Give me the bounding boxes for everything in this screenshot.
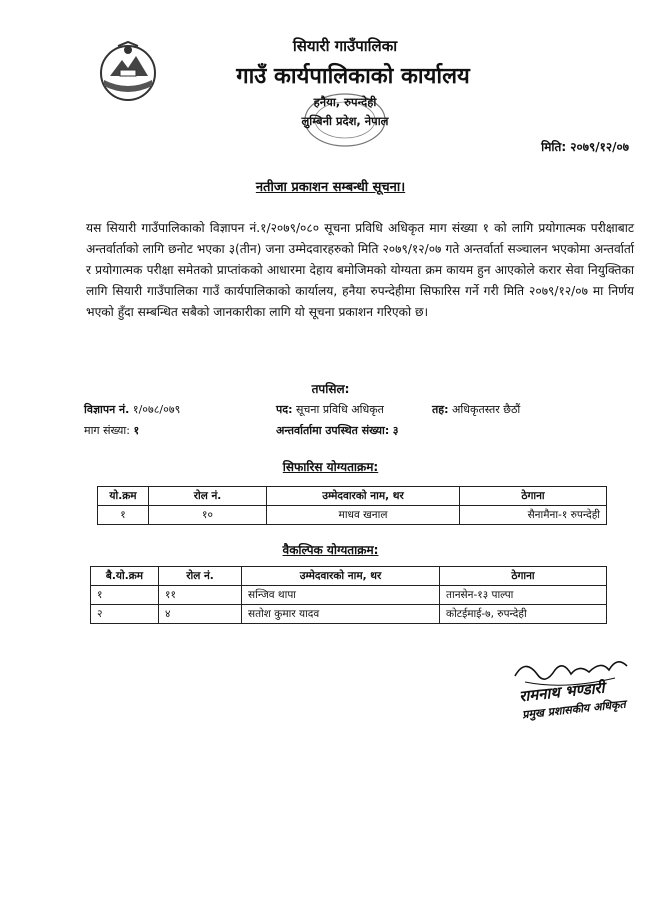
emblem-logo — [96, 40, 160, 102]
ad-number-value: १/०७८/०७९ — [132, 403, 181, 416]
demand-label: माग संख्या: — [84, 424, 130, 437]
recommended-title: सिफारिस योग्यताक्रम: — [282, 460, 379, 474]
notice-body: यस सियारी गाउँपालिकाको विज्ञापन नं.१/२०७९/०८० सूचना प्रविधि अधिकृत माग संख्या १ को लागि प्रयोगात्मक परीक्षाबाट अन्तर्वार्ताको लागि छनोट भएका ३(तीन) जना उम्मेदवारहरुको मिति २०७९/१२/०७ गते अन्तर्वार्ता सञ्चालन भएकोमा अन्तर्वार्ता र प्रयोगात्मक परीक्षा समेतको प्राप्तांकको आधारमा देहाय बमोजिमको योग्यता क्रम कायम हुन आएकोले करार सेवा नियुक्तिका लागि सियारी गाउँपालिका गाउँ कार्यपालिकाको कार्यालय, हनैया रुपन्देहीमा सिफारिस गर्ने गरी मिति २०७९/१२/०७ मा निर्णय भएको हुँदा सम्बन्धित सबैको जानकारीका लागि यो सूचना प्रकाशन गरिएको छ। — [86, 221, 634, 319]
interview-label: अन्तर्वार्तामा उपस्थित संख्या: — [276, 424, 390, 437]
level-value: अधिकृतस्तर छैठौं — [452, 403, 521, 416]
notice-date: मिति: २०७९/१२/०७ — [541, 140, 629, 154]
table-cell: ४ — [159, 605, 242, 624]
header-cell: ठेगाना — [440, 567, 607, 586]
details-title: तपसिल: — [311, 382, 350, 396]
header-cell: रोल नं. — [159, 567, 242, 586]
header-cell: रोल नं. — [149, 487, 267, 506]
signatory-title: प्रमुख प्रशासकीय अधिकृत — [521, 697, 627, 722]
notice-subject: नतीजा प्रकाशन सम्बन्धी सूचना। — [255, 180, 406, 195]
level-label: तह: — [432, 403, 449, 416]
post-label: पद: — [276, 403, 293, 416]
table-cell: ११ — [159, 586, 242, 605]
interview-count — [276, 423, 398, 438]
header-cell: यो.क्रम — [98, 487, 149, 506]
table-cell: २ — [91, 605, 159, 624]
table-cell: १० — [149, 506, 267, 525]
table-header-row — [91, 567, 607, 586]
table-row — [98, 506, 607, 525]
alternate-table — [90, 566, 607, 624]
table-cell: सैनामैना-१ रुपन्देही — [460, 506, 607, 525]
interview-value: ३ — [392, 424, 399, 437]
office-name: गाउँ कार्यपालिकाको कार्यालय — [236, 64, 470, 89]
post — [276, 402, 384, 417]
header-cell: ठेगाना — [460, 487, 607, 506]
address-line-2: लुम्बिनी प्रदेश, नेपाल — [301, 114, 389, 128]
alternate-title: वैकल्पिक योग्यताक्रम: — [282, 543, 379, 557]
table-cell: सन्जिव थापा — [242, 586, 440, 605]
level — [432, 402, 520, 417]
table-cell: १ — [91, 586, 159, 605]
org-name: सियारी गाउँपालिका — [292, 37, 398, 55]
demand-value: १ — [133, 424, 140, 437]
signatory-name: रामनाथ भण्डारी — [518, 678, 606, 706]
recommended-table — [97, 486, 607, 525]
table-header-row — [98, 487, 607, 506]
table-cell: माधव खनाल — [267, 506, 460, 525]
table-cell: तानसेन-१३ पाल्पा — [440, 586, 607, 605]
ad-number — [84, 402, 180, 417]
table-row — [91, 586, 607, 605]
table-row — [91, 605, 607, 624]
header-cell: बै.यो.क्रम — [91, 567, 159, 586]
table-cell: १ — [98, 506, 149, 525]
header-cell: उम्मेदवारको नाम, थर — [242, 567, 440, 586]
demand-count — [84, 423, 139, 438]
ad-number-label: विज्ञापन नं. — [84, 403, 130, 416]
table-cell: कोटईमाई-७, रुपन्देही — [440, 605, 607, 624]
post-value: सूचना प्रविधि अधिकृत — [296, 403, 384, 416]
header-cell: उम्मेदवारको नाम, थर — [267, 487, 460, 506]
table-cell: सतोश कुमार यादव — [242, 605, 440, 624]
address-line-1: हनैया, रुपन्देही — [313, 95, 377, 109]
